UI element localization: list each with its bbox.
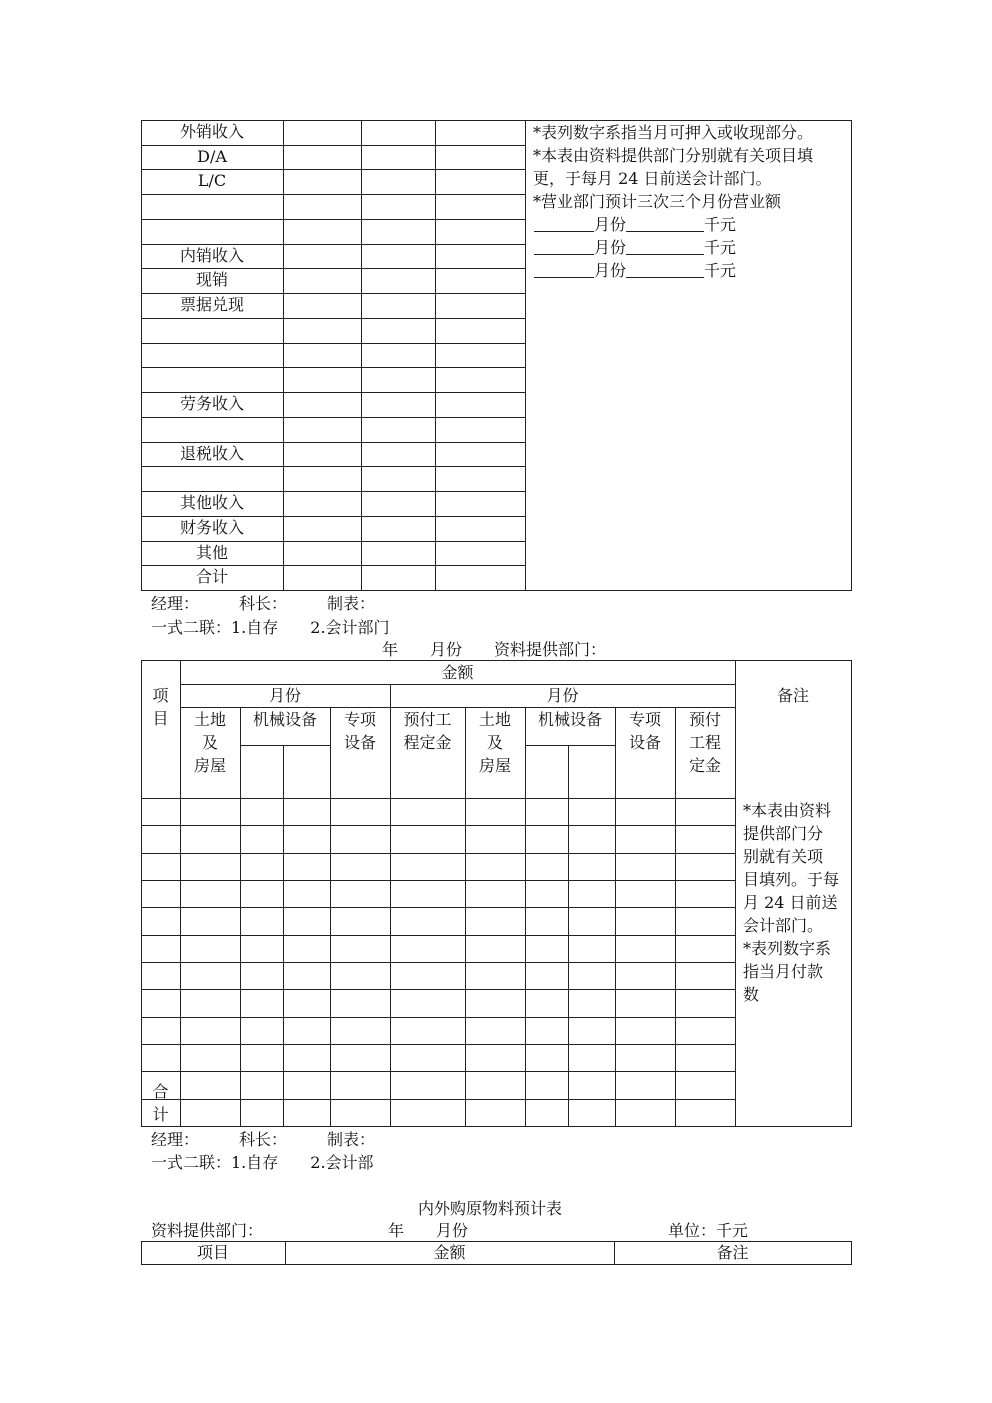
t3-col-header: 备注 bbox=[716, 1243, 749, 1262]
t2-note: 目填列。于每 bbox=[743, 870, 840, 889]
t1-row-label: 现销 bbox=[195, 270, 228, 289]
forecast-month-label: 月份 bbox=[594, 261, 627, 280]
t1-row-label: 财务收入 bbox=[179, 518, 244, 537]
t1-bottom-border bbox=[141, 590, 851, 591]
t2-note: *本表由资料 bbox=[743, 801, 832, 820]
t1-row-line bbox=[141, 367, 525, 368]
forecast-unit-label: 千元 bbox=[704, 261, 737, 280]
t2-total-label: 合 bbox=[152, 1082, 169, 1101]
table3-unit-label: 单位：千元 bbox=[668, 1221, 749, 1240]
t2-remarks-header: 备注 bbox=[776, 686, 809, 705]
t2-row-line bbox=[141, 1099, 735, 1100]
t2-row-line bbox=[141, 989, 735, 990]
t1-row-label: 退税收入 bbox=[179, 444, 244, 463]
t1-row-line bbox=[141, 417, 525, 418]
t1-row-label: D/A bbox=[197, 147, 227, 166]
forecast-month-label: 月份 bbox=[594, 215, 627, 234]
month-blank bbox=[534, 262, 594, 278]
t1-row-line bbox=[141, 194, 525, 195]
t2-row-line bbox=[141, 1044, 735, 1045]
t1-right-border bbox=[851, 120, 852, 591]
t2-col-header: 定金 bbox=[688, 756, 721, 775]
t1-col-line bbox=[525, 120, 526, 590]
t2-col-header: 机械设备 bbox=[252, 710, 317, 729]
forecast-unit-label: 千元 bbox=[704, 215, 737, 234]
t2-mech-subline bbox=[240, 745, 330, 746]
t2-col-header: 及 bbox=[201, 733, 218, 752]
t2-note: *表列数字系 bbox=[743, 939, 832, 958]
forecast-unit-label: 千元 bbox=[704, 238, 737, 257]
forecast-month-label: 月份 bbox=[594, 238, 627, 257]
t2-note: 指当月付款 bbox=[743, 962, 824, 981]
copies-line-1: 一式二联：1.自存 2.会计部门 bbox=[151, 618, 390, 637]
t1-row-line bbox=[141, 318, 525, 319]
t2-col-header: 专项 bbox=[343, 710, 376, 729]
t2-col-header: 土地 bbox=[478, 710, 511, 729]
t1-row-line bbox=[141, 343, 525, 344]
signers-line-2: 经理： 科长： 制表： bbox=[151, 1130, 376, 1149]
t2-col-header: 程定金 bbox=[403, 733, 452, 752]
t3-col-header: 金额 bbox=[433, 1243, 466, 1262]
t2-note: 别就有关项 bbox=[743, 847, 824, 866]
table3-title: 内外购原物料预计表 bbox=[418, 1199, 563, 1218]
t3-bottom-border bbox=[141, 1264, 851, 1265]
t1-note: 更，于每月 24 日前送会计部门。 bbox=[533, 169, 772, 188]
t2-month-header: 月份 bbox=[546, 686, 579, 705]
t1-row-label: 内销收入 bbox=[179, 246, 244, 265]
t2-col-line bbox=[615, 707, 616, 1126]
t1-row-label: L/C bbox=[197, 171, 227, 190]
forecast-line bbox=[534, 259, 736, 282]
t1-col-line bbox=[283, 120, 284, 590]
t2-col-header: 专项 bbox=[628, 710, 661, 729]
copies-line-2: 一式二联：1.自存 2.会计部 bbox=[151, 1153, 374, 1172]
t2-amount-header: 金额 bbox=[441, 663, 474, 682]
t2-col-header: 预付工 bbox=[403, 710, 452, 729]
t2-bottom-border bbox=[141, 1126, 851, 1127]
t1-row-label: 其他收入 bbox=[179, 493, 244, 512]
t1-note: *表列数字系指当月可押入或收现部分。 bbox=[533, 123, 814, 142]
t1-row-line bbox=[141, 219, 525, 220]
t2-col-header: 预付 bbox=[688, 710, 721, 729]
t2-col-line bbox=[240, 707, 241, 1126]
t1-row-label: 其他 bbox=[195, 543, 228, 562]
t2-mech-subline bbox=[525, 745, 615, 746]
t1-row-label: 票据兑现 bbox=[179, 295, 244, 314]
t2-col-header: 房屋 bbox=[478, 756, 511, 775]
t2-col-line bbox=[525, 707, 526, 1126]
t2-item-header: 项 bbox=[152, 686, 169, 705]
t2-note: 提供部门分 bbox=[743, 824, 824, 843]
t2-total-label: 计 bbox=[152, 1105, 169, 1124]
amount-blank bbox=[626, 216, 704, 232]
t2-note: 月 24 日前送 bbox=[743, 893, 838, 912]
t1-row-line bbox=[141, 466, 525, 467]
amount-blank bbox=[626, 262, 704, 278]
table2-caption: 年 月份 资料提供部门： bbox=[382, 640, 607, 659]
signers-line-1: 经理： 科长： 制表： bbox=[151, 594, 376, 613]
t2-remarks-col-line bbox=[735, 660, 736, 1126]
t2-col-line bbox=[390, 707, 391, 1126]
t2-row-line bbox=[141, 935, 735, 936]
t2-row-line bbox=[141, 825, 735, 826]
t2-row-line bbox=[141, 880, 735, 881]
t2-row-line bbox=[141, 907, 735, 908]
t2-col-header: 机械设备 bbox=[537, 710, 602, 729]
t1-row-label: 外销收入 bbox=[179, 122, 244, 141]
table3-dept-label: 资料提供部门： bbox=[151, 1221, 264, 1240]
t1-note: *本表由资料提供部门分别就有关项目填 bbox=[533, 146, 814, 165]
t2-col-line bbox=[330, 707, 331, 1126]
t2-month-header: 月份 bbox=[268, 686, 301, 705]
t2-note: 数 bbox=[743, 985, 760, 1004]
t1-col-line bbox=[361, 120, 362, 590]
t2-col-header: 土地 bbox=[193, 710, 226, 729]
t2-row-line bbox=[141, 962, 735, 963]
t2-col-header: 设备 bbox=[343, 733, 376, 752]
t1-note: *营业部门预计三次三个月份营业额 bbox=[533, 192, 782, 211]
t2-row-line bbox=[141, 853, 735, 854]
month-blank bbox=[534, 239, 594, 255]
t3-right-border bbox=[851, 1241, 852, 1265]
t2-item-header: 目 bbox=[152, 709, 169, 728]
t2-row-line bbox=[141, 1017, 735, 1018]
t2-col-header: 工程 bbox=[688, 733, 721, 752]
amount-blank bbox=[626, 239, 704, 255]
t2-right-border bbox=[851, 660, 852, 1127]
t2-col-header: 房屋 bbox=[193, 756, 226, 775]
t2-row-line bbox=[141, 1071, 735, 1072]
t2-header-bottom-line bbox=[141, 798, 735, 799]
table3-period-label: 年 月份 bbox=[388, 1221, 469, 1240]
t1-col-line bbox=[435, 120, 436, 590]
t3-col-header: 项目 bbox=[196, 1243, 229, 1262]
month-blank bbox=[534, 216, 594, 232]
t2-note: 会计部门。 bbox=[743, 916, 824, 935]
t1-row-label: 劳务收入 bbox=[179, 394, 244, 413]
t2-col-header: 及 bbox=[486, 733, 503, 752]
t1-row-label: 合计 bbox=[195, 567, 228, 586]
t2-col-header: 设备 bbox=[628, 733, 661, 752]
forecast-line bbox=[534, 236, 736, 259]
forecast-line bbox=[534, 213, 736, 236]
